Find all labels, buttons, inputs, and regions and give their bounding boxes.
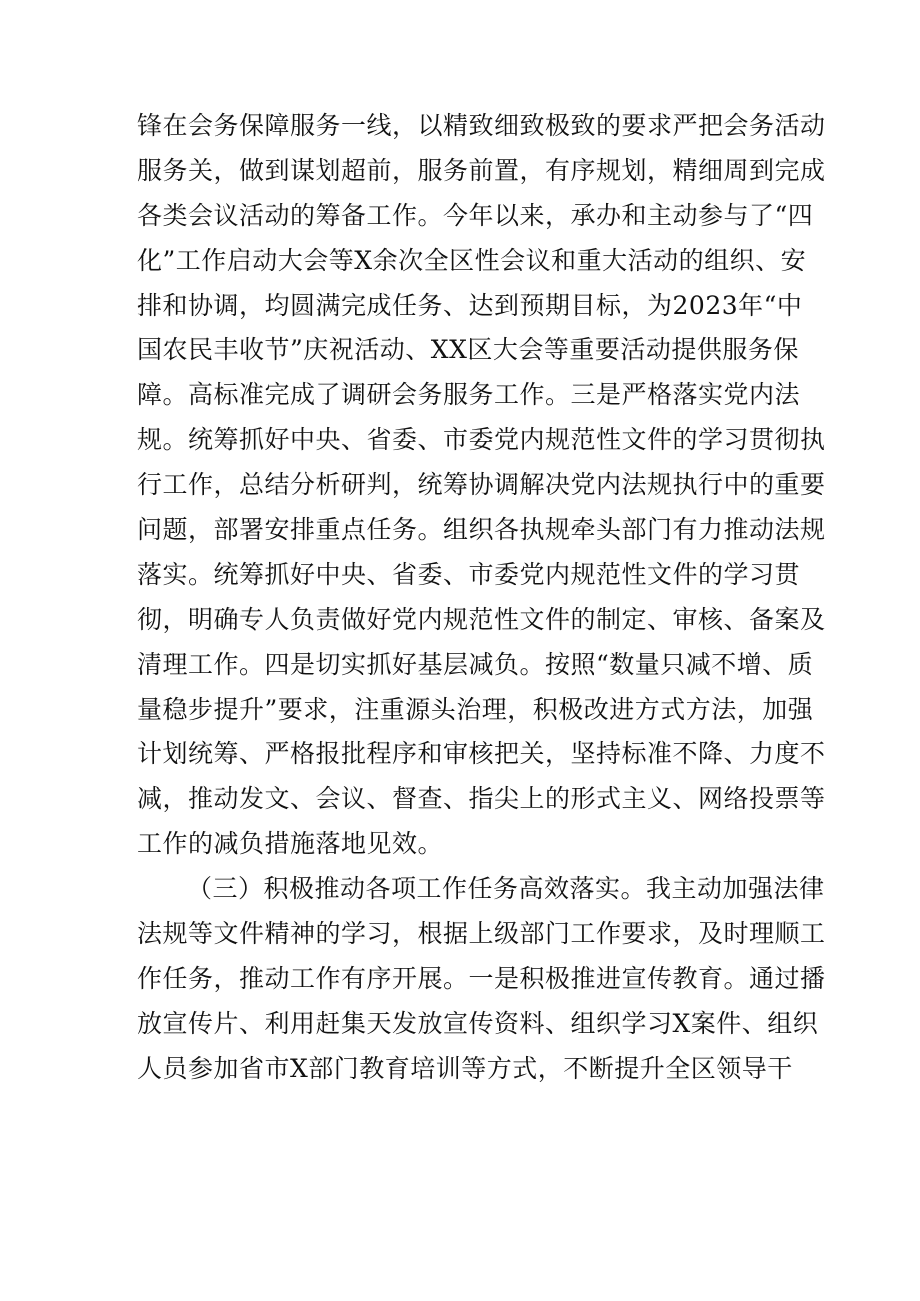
text-line: 问题，部署安排重点任务。组织各执规牵头部门有力推动法规	[137, 515, 826, 545]
paragraph-1	[137, 104, 826, 867]
text-line: 化”工作启动大会等X余次全区性会议和重大活动的组织、安	[137, 245, 807, 275]
text-line: 各类会议活动的筹备工作。今年以来，承办和主动参与了“四	[137, 200, 814, 230]
text-line: 行工作，总结分析研判，统筹协调解决党内法规执行中的重要	[137, 470, 826, 500]
section-heading-line: （三）积极推动各项工作任务高效落实。我主动加强法律	[187, 874, 825, 904]
text-line: 彻，明确专人负责做好党内规范性文件的制定、审核、备案及	[137, 604, 826, 634]
text-line: 计划统筹、严格报批程序和审核把关，坚持标准不降、力度不	[137, 739, 826, 769]
text-line: 量稳步提升”要求，注重源头治理，积极改进方式方法，加强	[137, 694, 814, 724]
text-line: 法规等文件精神的学习，根据上级部门工作要求，及时理顺工	[137, 919, 826, 949]
text-line: 减，推动发文、会议、督查、指尖上的形式主义、网络投票等	[137, 784, 826, 814]
text-line: 放宣传片、利用赶集天发放宣传资料、组织学习X案件、组织	[137, 1008, 819, 1038]
text-line: 人员参加省市X部门教育培训等方式，不断提升全区领导干	[137, 1053, 793, 1083]
text-line: 工作的减负措施落地见效。	[137, 829, 444, 859]
text-line: 落实。统筹抓好中央、省委、市委党内规范性文件的学习贯	[137, 559, 801, 589]
text-line: 规。统筹抓好中央、省委、市委党内规范性文件的学习贯彻执	[137, 425, 826, 455]
text-line: 作任务，推动工作有序开展。一是积极推进宣传教育。通过播	[137, 963, 826, 993]
text-line: 清理工作。四是切实抓好基层减负。按照“数量只减不增、质	[137, 649, 814, 679]
text-line: 障。高标准完成了调研会务服务工作。三是严格落实党内法	[137, 380, 801, 410]
text-line: 锋在会务保障服务一线，以精致细致极致的要求严把会务活动	[137, 111, 826, 140]
text-line: 国农民丰收节”庆祝活动、XX区大会等重要活动提供服务保	[137, 335, 799, 365]
paragraph-2	[137, 867, 826, 1091]
document-body	[137, 104, 826, 1092]
text-line: 排和协调，均圆满完成任务、达到预期目标，为2023年“中	[137, 290, 803, 320]
text-line: 服务关，做到谋划超前，服务前置，有序规划，精细周到完成	[137, 155, 826, 185]
